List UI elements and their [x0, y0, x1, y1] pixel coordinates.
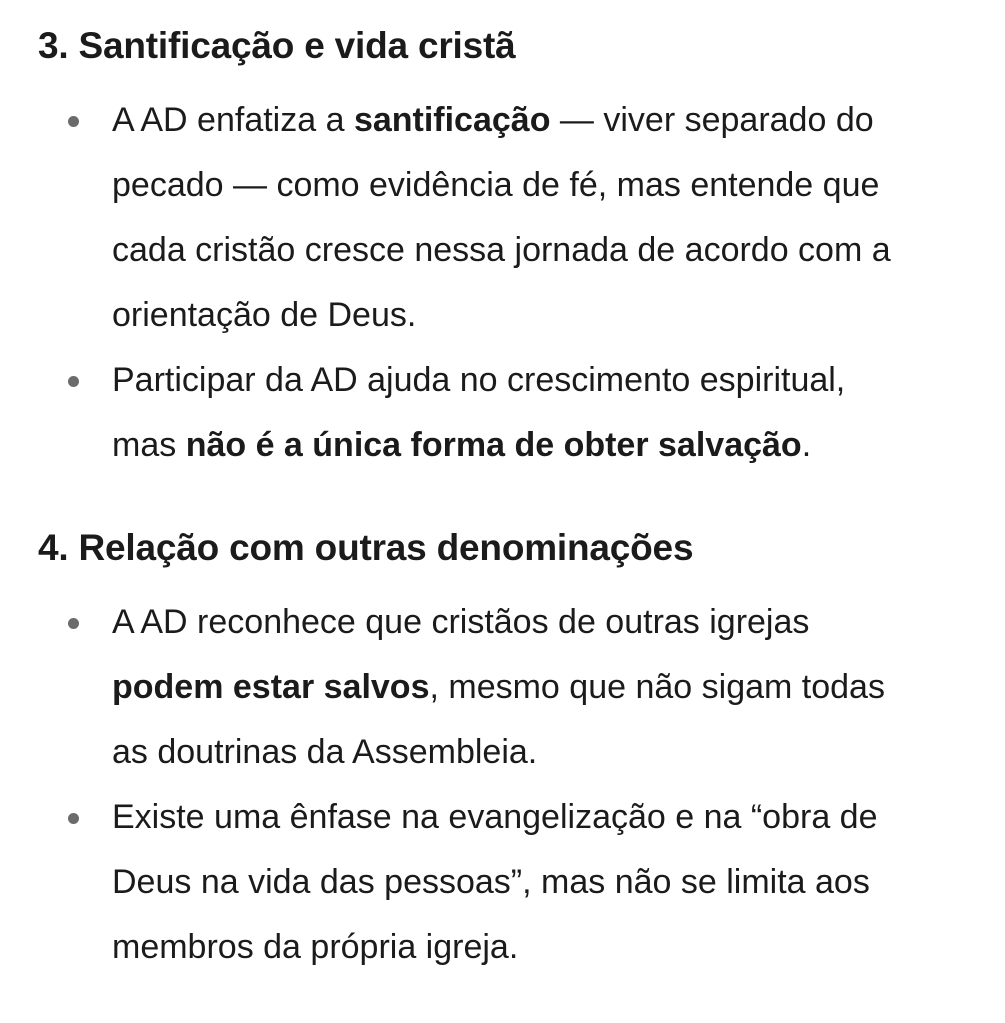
section-heading: 4. Relação com outras denominações	[38, 527, 694, 568]
text-run: .	[801, 426, 812, 464]
text-line	[112, 153, 978, 218]
text-line	[112, 348, 978, 413]
text-line	[112, 720, 978, 785]
bullet-text	[112, 88, 978, 348]
text-run: , mesmo que não sigam todas	[429, 668, 885, 706]
bold-text: não é a única forma de obter salvação	[185, 426, 802, 464]
text-line	[112, 88, 978, 153]
text-run: orientação de Deus.	[112, 296, 417, 334]
text-run: mas	[112, 426, 186, 464]
text-run: Participar da AD ajuda no crescimento espiritual,	[112, 361, 846, 399]
bullet-item	[38, 785, 978, 980]
text-line	[112, 283, 978, 348]
text-run: A AD reconhece que cristãos de outras igrejas	[112, 603, 810, 641]
text-run: Existe uma ênfase na evangelização e na “obra de	[112, 798, 878, 836]
text-line	[112, 218, 978, 283]
bullet-dot-icon	[68, 813, 79, 824]
text-run: pecado — como evidência de fé, mas entende que	[112, 166, 880, 204]
bullet-list	[38, 88, 978, 478]
text-line	[112, 785, 978, 850]
bold-text: podem estar salvos	[112, 668, 430, 706]
text-line	[112, 850, 978, 915]
bullet-dot-icon	[68, 376, 79, 387]
text-run: membros da própria igreja.	[112, 928, 519, 966]
text-run: Deus na vida das pessoas”, mas não se limita aos	[112, 863, 870, 901]
bullet-list	[38, 590, 978, 980]
bullet-dot-icon	[68, 116, 79, 127]
section-heading: 3. Santificação e vida cristã	[38, 25, 516, 66]
text-line	[112, 590, 978, 655]
text-run: as doutrinas da Assembleia.	[112, 733, 538, 771]
bullet-text	[112, 785, 978, 980]
bullet-dot-icon	[68, 618, 79, 629]
text-line	[112, 655, 978, 720]
bullet-item	[38, 590, 978, 785]
bold-text: santificação	[353, 101, 551, 139]
text-line	[112, 413, 978, 478]
bullet-text	[112, 348, 978, 478]
section-santificacao	[38, 22, 978, 478]
text-run: — viver separado do	[550, 101, 874, 139]
text-run: cada cristão cresce nessa jornada de acordo com a	[112, 231, 891, 269]
bullet-item	[38, 88, 978, 348]
bullet-text	[112, 590, 978, 785]
bullet-item	[38, 348, 978, 478]
text-run: A AD enfatiza a	[112, 101, 354, 139]
section-relacao-denominacoes	[38, 524, 978, 980]
text-line	[112, 915, 978, 980]
